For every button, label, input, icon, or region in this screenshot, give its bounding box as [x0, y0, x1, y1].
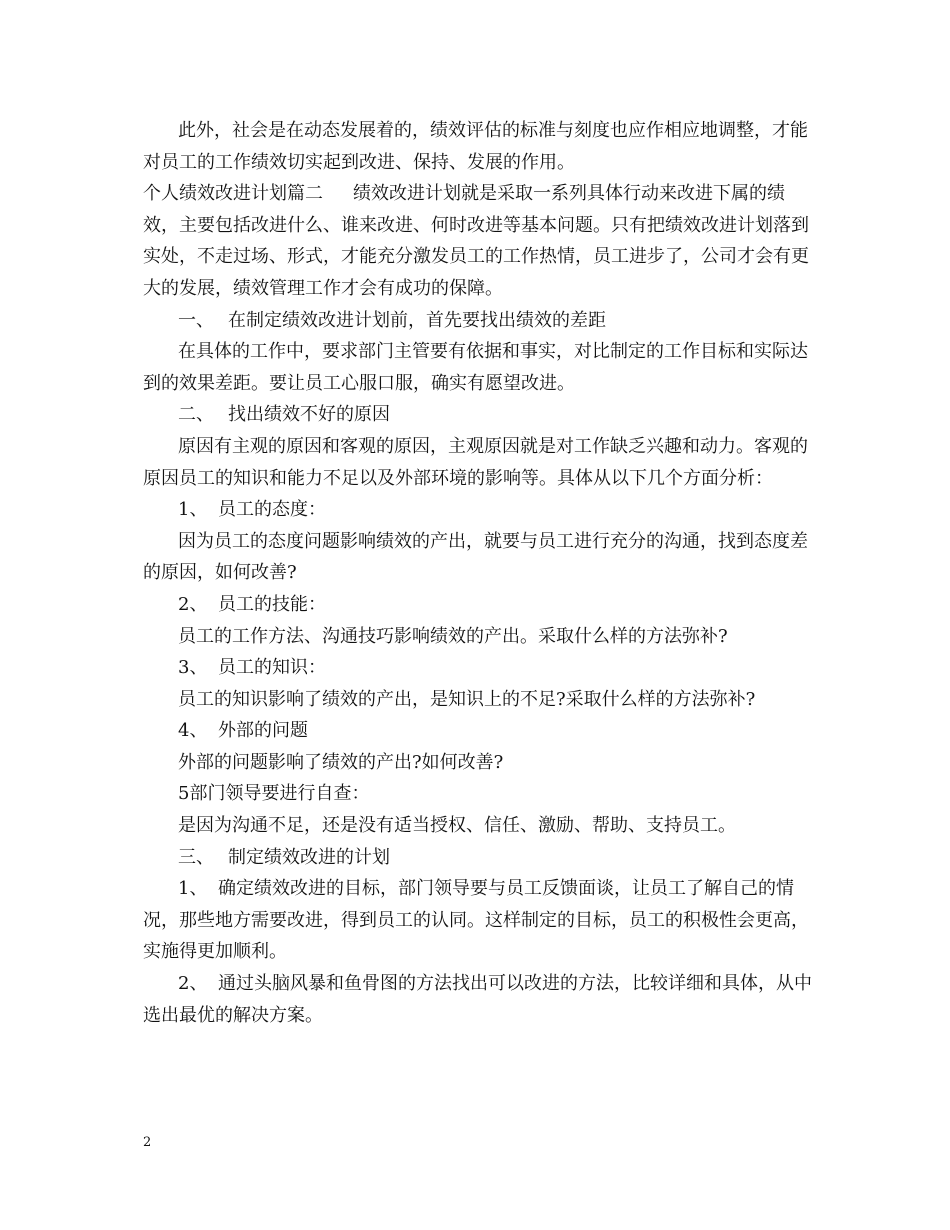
paragraph-adjustment: 此外，社会是在动态发展着的，绩效评估的标准与刻度也应作相应地调整，才能对员工的工作绩效切实起到改进、保持、发展的作用。: [143, 120, 808, 173]
heading-text: 制定绩效改进的计划: [228, 846, 390, 868]
list-item-knowledge: [143, 652, 813, 684]
heading-number: 二、: [178, 404, 214, 426]
paragraph-step-2: [143, 968, 813, 1031]
paragraph-attitude: 因为员工的态度问题影响绩效的产出，就要与员工进行充分的沟通，找到态度差的原因，如何改善?: [143, 530, 808, 584]
document-body: [143, 115, 813, 1031]
heading-1: [143, 305, 813, 337]
list-label: 员工的态度：: [218, 499, 326, 521]
paragraph-external: 外部的问题影响了绩效的产出?如何改善?: [178, 751, 504, 773]
list-number: 4、: [178, 720, 208, 742]
list-number: 1、: [178, 878, 208, 900]
heading-number: 三、: [178, 846, 214, 868]
paragraph-gap-analysis: 在具体的工作中，要求部门主管要有依据和事实，对比制定的工作目标和实际达到的效果差距。要让员工心服口服，确实有愿望改进。: [143, 341, 808, 394]
list-item-attitude: [143, 494, 813, 526]
paragraph-skills: 员工的工作方法、沟通技巧影响绩效的产出。采取什么样的方法弥补?: [178, 625, 728, 647]
heading-2: [143, 399, 813, 431]
list-item-external: [143, 715, 813, 747]
heading-text: 找出绩效不好的原因: [228, 404, 390, 426]
list-label: 外部的问题: [218, 720, 308, 742]
list-number: 2、: [178, 973, 208, 995]
section-title: 个人绩效改进计划篇二: [143, 183, 323, 205]
heading-number: 一、: [178, 309, 214, 331]
list-label: 员工的知识：: [218, 657, 326, 679]
paragraph-knowledge: 员工的知识影响了绩效的产出，是知识上的不足?采取什么样的方法弥补?: [178, 688, 756, 710]
paragraph-plan-intro: [143, 178, 813, 304]
step-text: 确定绩效改进的目标，部门领导要与员工反馈面谈，让员工了解自己的情况，那些地方需要改进，得到员工的认同。这样制定的目标，员工的积极性会更高，实施得更加顺利。: [143, 878, 809, 963]
list-number: 2、: [178, 593, 208, 615]
list-label: 员工的技能：: [218, 593, 326, 615]
paragraph-step-1: [143, 873, 813, 968]
paragraph-self-check-label: 5部门领导要进行自查：: [178, 783, 370, 805]
step-text: 通过头脑风暴和鱼骨图的方法找出可以改进的方法，比较详细和具体，从中选出最优的解决方案。: [143, 973, 812, 1026]
paragraph-self-check: 是因为沟通不足，还是没有适当授权、信任、激励、帮助、支持员工。: [178, 815, 736, 837]
page-number: 2: [143, 1135, 152, 1150]
list-number: 3、: [178, 657, 208, 679]
section-intro-text: 绩效改进计划就是采取一系列具体行动来改进下属的绩效，主要包括改进什么、谁来改进、何时改进等基本问题。只有把绩效改进计划落到实处，不走过场、形式，才能充分激发员工的工作热情，员工进步了，公司才会有更大的发展，绩效管理工作才会有成功的保障。: [143, 183, 809, 299]
list-number: 1、: [178, 499, 208, 521]
list-item-skills: [143, 589, 813, 621]
heading-3: [143, 842, 813, 874]
paragraph-causes: 原因有主观的原因和客观的原因，主观原因就是对工作缺乏兴趣和动力。客观的原因员工的知识和能力不足以及外部环境的影响等。具体从以下几个方面分析：: [143, 435, 808, 489]
heading-text: 在制定绩效改进计划前，首先要找出绩效的差距: [228, 309, 606, 331]
